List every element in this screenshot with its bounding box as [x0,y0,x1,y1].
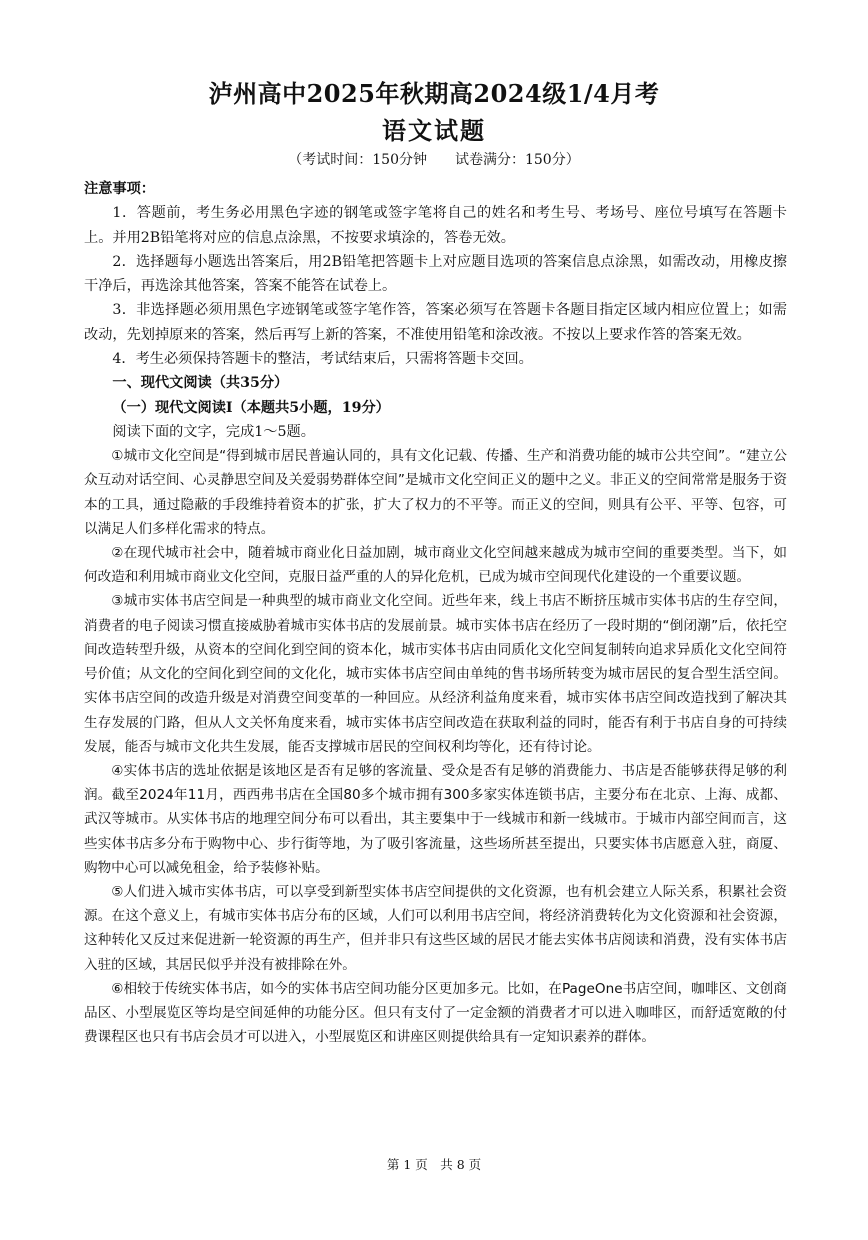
passage-paragraph: ⑥相较于传统实体书店，如今的实体书店空间功能分区更加多元。比如，在PageOne书店空间，咖啡区、文创商品区、小型展览区等均是空间延伸的功能分区。但只有支付了一定金额的消费者才可以进入咖啡区，而舒适宽敞的付费课程区也只有书店会员才可以进入，小型展览区和讲座区则提供给具有一定知识素养的群体。 [84,980,787,1046]
notice-heading: 注意事项： [84,181,155,197]
subject-title: 语文试题 [382,116,486,145]
notice-item: 1．答题前，考生务必用黑色字迹的钢笔或签字笔将自己的姓名和考生号、考场号、座位号填写在答题卡上。并用2B铅笔将对应的信息点涂黑，不按要求填涂的，答卷无效。 [84,205,787,246]
subsection-heading: （一）现代文阅读Ⅰ（本题共5小题，19分） [112,399,390,416]
reading-instruction: 阅读下面的文字，完成1～5题。 [112,423,315,440]
passage-paragraph: ②在现代城市社会中，随着城市商业化日益加剧，城市商业文化空间越来越成为城市空间的重要类型。当下，如何改造和利用城市商业文化空间，克服日益严重的人的异化危机，已成为城市空间现代化建设的一个重要议题。 [84,545,787,586]
notice-item: 4．考生必须保持答题卡的整洁，考试结束后，只需将答题卡交回。 [112,351,533,368]
exam-body [84,177,787,1049]
notice-item: 2．选择题每小题选出答案后，用2B铅笔把答题卡上对应题目选项的答案信息点涂黑，如需改动，用橡皮擦干净后，再选涂其他答案，答案不能答在试卷上。 [84,253,787,295]
passage-paragraph: ⑤人们进入城市实体书店，可以享受到新型实体书店空间提供的文化资源，也有机会建立人际关系，积累社会资源。在这个意义上，有城市实体书店分布的区域，人们可以利用书店空间，将经济消费转化为文化资源和社会资源，这种转化又反过来促进新一轮资源的再生产，但并非只有这些区域的居民才能去实体书店阅读和消费，没有实体书店入驻的区域，其居民似乎并没有被排除在外。 [84,883,787,973]
notice-item: 3．非选择题必须用黑色字迹钢笔或签字笔作答，答案必须写在答题卡各题目指定区域内相应位置上；如需改动，先划掉原来的答案，然后再写上新的答案，不准使用铅笔和涂改液。不按以上要求作答的答案无效。 [84,302,787,343]
exam-info: （考试时间：150分钟 试卷满分：150分） [288,152,580,168]
section-heading: 一、现代文阅读（共35分） [112,375,289,392]
page-number: 第 1 页 共 8 页 [386,1157,482,1172]
exam-title: 泸州高中2025年秋期高2024级1/4月考 [208,79,660,108]
passage-paragraph: ④实体书店的选址依据是该地区是否有足够的客流量、受众是否有足够的消费能力、书店是否能够获得足够的利润。截至2024年11月，西西弗书店在全国80多个城市拥有300多家实体连锁书店，主要分布在北京、上海、成都、武汉等城市。从实体书店的地理空间分布可以看出，其主要集中于一线城市和新一线城市。于城市内部空间而言，这些实体书店多分布于购物中心、步行街等地，为了吸引客流量，这些场所甚至提出，只要实体书店愿意入驻，商厦、购物中心可以减免租金，给予装修补贴。 [84,762,787,876]
passage-paragraph: ③城市实体书店空间是一种典型的城市商业文化空间。近些年来，线上书店不断挤压城市实体书店的生存空间，消费者的电子阅读习惯直接威胁着城市实体书店的发展前景。城市实体书店在经历了一段时期的“倒闭潮”后，依托空间改造转型升级，从资本的空间化到空间的资本化，城市实体书店由同质化文化空间复制转向追求异质化文化空间符号价值；从文化的空间化到空间的文化化，城市实体书店空间由单纯的售书场所转变为城市居民的复合型生活空间。实体书店空间的改造升级是对消费空间变革的一种回应。从经济利益角度来看，城市实体书店空间改造找到了解决其生存发展的门路，但从人文关怀角度来看，城市实体书店空间改造在获取利益的同时，能否有利于书店自身的可持续发展，能否与城市文化共生发展，能否支撑城市居民的空间权利均等化，还有待讨论。 [84,593,787,755]
passage-paragraph: ①城市文化空间是“得到城市居民普遍认同的，具有文化记载、传播、生产和消费功能的城市公共空间”。“建立公众互动对话空间、心灵静思空间及关爱弱势群体空间”是城市文化空间正义的题中之义。非正义的空间常常是服务于资本的工具，通过隐蔽的手段维持着资本的扩张，扩大了权力的不平等。而正义的空间，则具有公平、平等、包容，可以满足人们多样化需求的特点。 [84,448,787,537]
